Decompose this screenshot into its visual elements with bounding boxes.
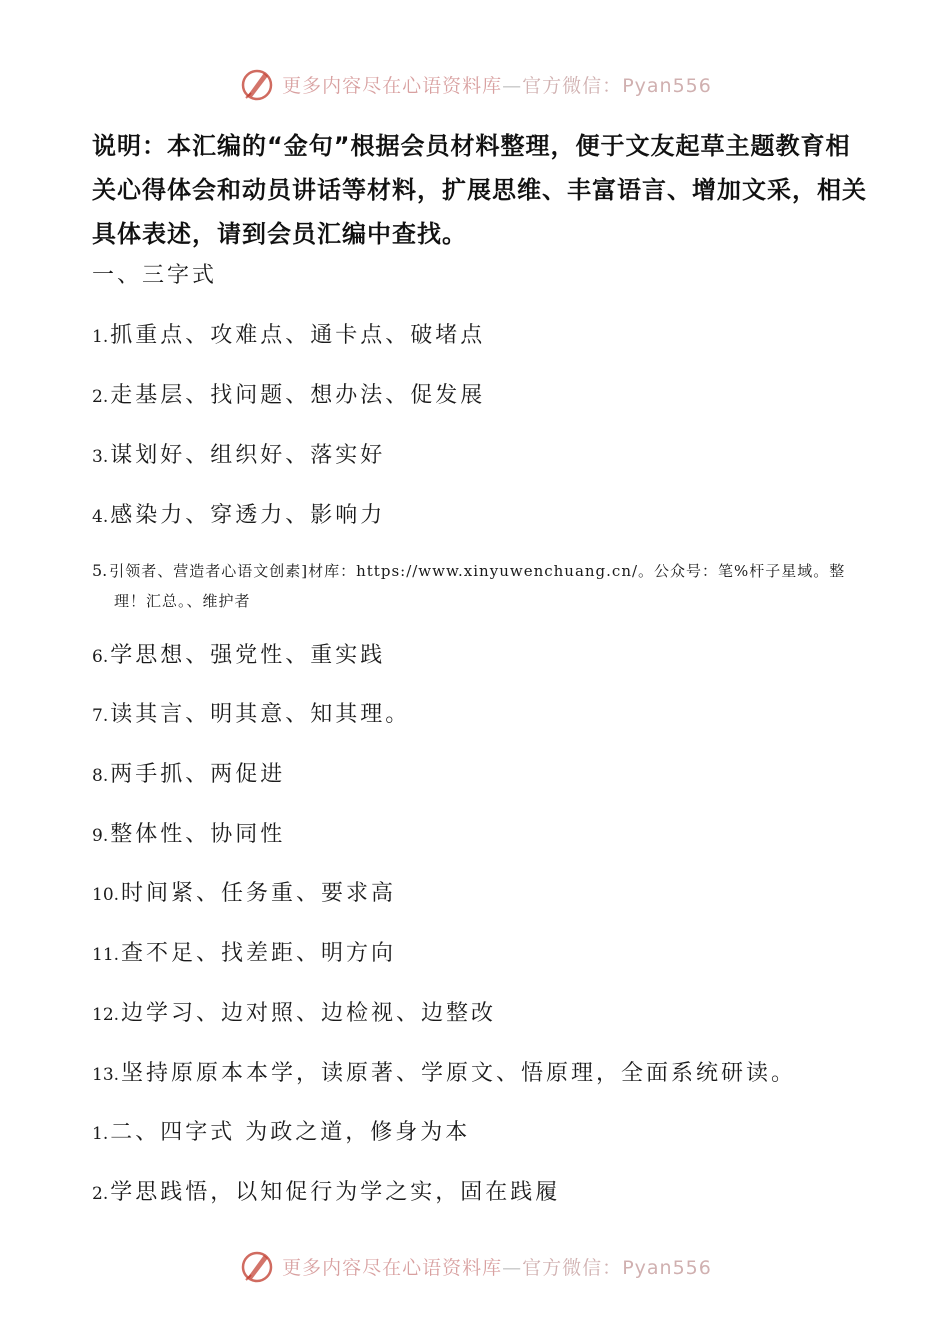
list-item: 1.二、四字式 为政之道，修身为本: [92, 1120, 471, 1145]
list-item: 12.边学习、边对照、边检视、边整改: [92, 1001, 497, 1026]
section-title-three-char: 一、三字式: [92, 263, 218, 288]
header-banner: [0, 62, 950, 106]
list-item: 5. 引领者、营造者心语文创素]材库：https://www.xinyuwenchuang.cn/。公众号：笔%杆子星域。整 理！汇总。、维护者: [92, 561, 846, 610]
banner-text: 更多内容尽在心语资料库—官方微信：Pyan556: [282, 74, 712, 97]
list-item: 3.谋划好、组织好、落实好: [92, 443, 386, 468]
quill-logo-icon: [238, 65, 276, 103]
list-item: 8.两手抓、两促进: [92, 762, 286, 787]
list-item: 11.查不足、找差距、明方向: [92, 941, 397, 966]
list-item: 2.学思践悟，以知促行为学之实，固在践履: [92, 1180, 561, 1205]
list-item: 4.感染力、穿透力、影响力: [92, 503, 386, 528]
intro-paragraph: 说明：本汇编的“金句”根据会员材料整理，便于文友起草主题教育相关心得体会和动员讲话等材料，扩展思维、丰富语言、增加文采，相关具体表述，请到会员汇编中查找。: [92, 132, 867, 248]
list-item: 1.抓重点、攻难点、通卡点、破堵点: [92, 323, 486, 348]
list-item: 6.学思想、强党性、重实践: [92, 643, 386, 668]
list-item: 7.读其言、明其意、知其理。: [92, 702, 411, 727]
list-item: 10.时间紧、任务重、要求高: [92, 881, 397, 906]
footer-banner: [0, 1244, 950, 1288]
list-item: 9.整体性、协同性: [92, 822, 286, 847]
list-item: 13.坚持原原本本学，读原著、学原文、悟原理，全面系统研读。: [92, 1061, 797, 1086]
quill-logo-icon: [238, 1247, 276, 1285]
banner-text: 更多内容尽在心语资料库—官方微信：Pyan556: [282, 1256, 712, 1279]
list-item: 2.走基层、找问题、想办法、促发展: [92, 383, 486, 408]
